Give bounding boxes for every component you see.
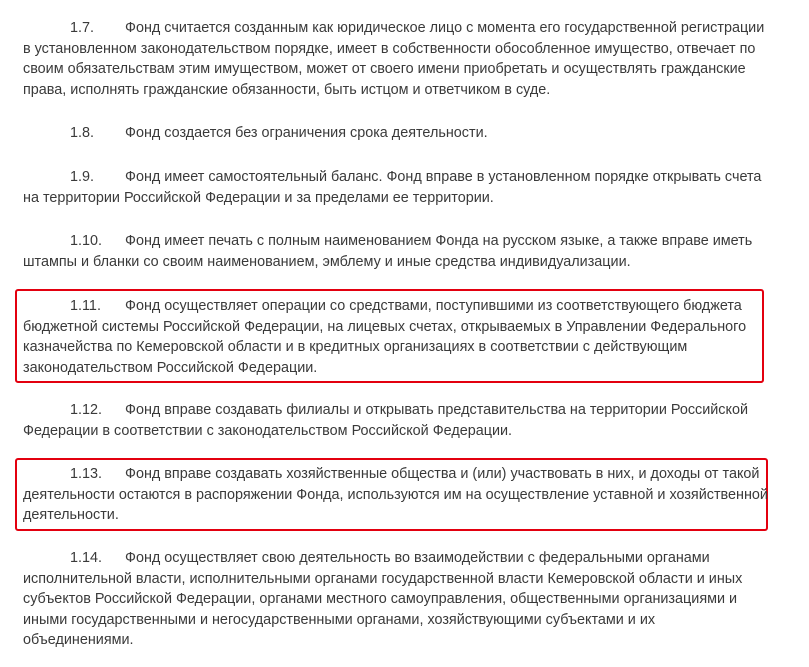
clause-text: Фонд осуществляет операции со средствами, поступившими из соответствующего бюджета бюджетной системы Российской Федерации, на лицевых счетах, открываемых в Управлении Федерального казначейства по Кемеровской области и в кредитных организациях в соответствии с действующим законодательством Российской Федерации.: [23, 298, 747, 376]
clause-number: 1.11.: [70, 298, 101, 314]
clause-1-11: [23, 296, 769, 378]
clause-1-7: [23, 18, 769, 100]
clause-text: Фонд имеет печать с полным наименованием Фонда на русском языке, а также вправе иметь штампы и бланки со своим наименованием, эмблему и иные средства индивидуализации.: [23, 233, 753, 270]
clause-text: Фонд считается созданным как юридическое лицо с момента его государственной регистрации в установленном законодательством порядке, имеет в собственности обособленное имущество, отвечает по своим обязательствам этим имуществом, может от своего имени приобретать и осуществлять гражданские права, исполнять гражданские обязанности, быть истцом и ответчиком в суде.: [23, 20, 765, 98]
clause-1-14: [23, 548, 769, 651]
clause-1-12: [23, 400, 769, 441]
clause-number: 1.8.: [70, 125, 95, 141]
clause-1-10: [23, 231, 769, 272]
clause-number: 1.13.: [70, 466, 103, 482]
clause-text: Фонд вправе создавать филиалы и открывать представительства на территории Российской Федерации в соответствии с законодательством Российской Федерации.: [23, 402, 749, 439]
clause-number: 1.9.: [70, 169, 95, 185]
clause-1-13: [23, 464, 769, 526]
clause-number: 1.14.: [70, 550, 103, 566]
clause-1-8: [23, 123, 769, 144]
clause-1-9: [23, 167, 769, 208]
clause-text: Фонд осуществляет свою деятельность во взаимодействии с федеральными органами исполнительной власти, исполнительными органами государственной власти Кемеровской области и иных субъектов Российской Федерации, органами местного самоуправления, общественными организациями и иными государственными и негосударственными органами, хозяйствующими субъектами и их объединениями.: [23, 550, 743, 648]
clause-text: Фонд имеет самостоятельный баланс. Фонд вправе в установленном порядке открывать счета на территории Российской Федерации и за пределами ее территории.: [23, 169, 762, 206]
clause-number: 1.10.: [70, 233, 103, 249]
clause-text: Фонд создается без ограничения срока деятельности.: [125, 125, 488, 141]
clause-number: 1.7.: [70, 20, 95, 36]
clause-text: Фонд вправе создавать хозяйственные общества и (или) участвовать в них, и доходы от такой деятельности остаются в распоряжении Фонда, используются им на осуществление уставной и хозяйственной деятельности.: [23, 466, 768, 523]
clause-number: 1.12.: [70, 402, 103, 418]
